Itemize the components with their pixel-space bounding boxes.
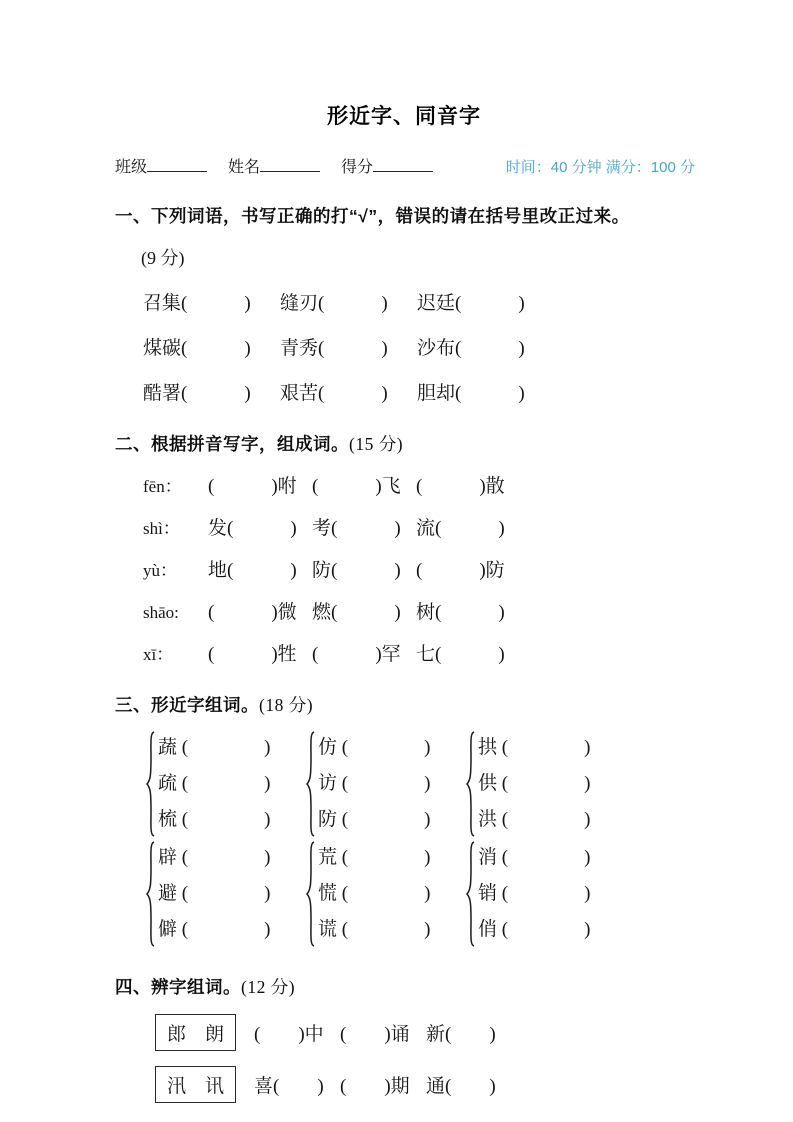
word-item: 疏 ( ) <box>158 773 271 794</box>
word-item: 谎 ( ) <box>318 919 431 940</box>
word-item: 梳 ( ) <box>158 809 271 830</box>
left-brace-icon <box>305 731 315 837</box>
section-three-points: (18 分) <box>259 695 314 715</box>
pinyin-row <box>143 639 695 666</box>
class-blank-line <box>147 157 207 172</box>
class-field <box>115 154 207 177</box>
word-item: ( )罕 <box>312 644 401 665</box>
word-row <box>143 378 695 405</box>
char-group <box>145 840 305 948</box>
section-one-heading: 一、下列词语，书写正确的打“√”，错误的请在括号里改正过来。 <box>115 206 630 226</box>
word-item: 青秀( ) <box>280 338 388 359</box>
score-label: 得分 <box>341 159 374 176</box>
class-label: 班级 <box>115 159 148 176</box>
word-item: ( )微 <box>208 602 297 623</box>
exam-meta: 时间：40 分钟 满分：100 分 <box>505 159 695 176</box>
section-four-heading-text: 四、辨字组词。 <box>115 977 241 997</box>
pinyin-label: shāo: <box>143 603 179 622</box>
word-item: 供 ( ) <box>478 773 591 794</box>
word-item: 拱 ( ) <box>478 737 591 758</box>
word-item: 避 ( ) <box>158 883 271 904</box>
char-group <box>145 730 305 838</box>
word-row <box>143 288 695 315</box>
word-item: 煤碳( ) <box>143 338 251 359</box>
word-row <box>143 333 695 360</box>
word-item: 酷署( ) <box>143 383 251 404</box>
word-item: 沙布( ) <box>417 338 525 359</box>
compare-row <box>155 1066 695 1103</box>
word-item: ( )散 <box>416 476 505 497</box>
section-two-heading-text: 二、根据拼音写字，组成词。 <box>115 434 349 454</box>
word-item: 树( ) <box>416 602 505 623</box>
word-item: 考( ) <box>312 518 401 539</box>
word-item: 七( ) <box>416 644 505 665</box>
word-item: 慌 ( ) <box>318 883 431 904</box>
section-four-points: (12 分) <box>241 977 296 997</box>
word-item: 迟廷( ) <box>417 293 525 314</box>
pinyin-row <box>143 597 695 624</box>
word-item: 荒 ( ) <box>318 847 431 868</box>
pinyin-label: fēn： <box>143 477 182 496</box>
word-item: 仿 ( ) <box>318 737 431 758</box>
word-item: 僻 ( ) <box>158 919 271 940</box>
word-item: 防 ( ) <box>318 809 431 830</box>
word-item: 销 ( ) <box>478 883 591 904</box>
left-brace-icon <box>305 841 315 947</box>
group-row <box>145 840 695 948</box>
section-distinguish-characters <box>115 974 695 1103</box>
char-group <box>465 730 625 838</box>
char-group <box>305 730 465 838</box>
word-item: ( )牲 <box>208 644 297 665</box>
group-row <box>145 730 695 838</box>
section-two-points: (15 分) <box>349 434 404 454</box>
left-brace-icon <box>145 841 155 947</box>
pinyin-label: yù： <box>143 561 177 580</box>
word-item: 燃( ) <box>312 602 401 623</box>
pinyin-label: shì： <box>143 519 180 538</box>
page-title: 形近字、同音字 <box>327 105 481 128</box>
section-three-heading-text: 三、形近字组词。 <box>115 695 259 715</box>
word-item: 通( ) <box>426 1076 496 1097</box>
left-brace-icon <box>465 841 475 947</box>
pinyin-label: xī： <box>143 645 174 664</box>
word-item: 召集( ) <box>143 293 251 314</box>
word-item: 胆却( ) <box>417 383 525 404</box>
section-three-heading <box>115 692 695 717</box>
name-blank-line <box>260 157 320 172</box>
student-info-row <box>115 154 695 177</box>
char-group <box>305 840 465 948</box>
word-item: 流( ) <box>416 518 505 539</box>
section-one-points: (9 分) <box>141 248 185 268</box>
pinyin-row <box>143 513 695 540</box>
word-item: 访 ( ) <box>318 773 431 794</box>
word-item: 新( ) <box>426 1024 496 1045</box>
word-item: 消 ( ) <box>478 847 591 868</box>
score-blank-line <box>373 157 433 172</box>
word-item: 喜( ) <box>254 1076 324 1097</box>
char-box: 汛 讯 <box>155 1066 236 1103</box>
char-group <box>465 840 625 948</box>
word-item: 蔬 ( ) <box>158 737 271 758</box>
section-pinyin-writing <box>115 431 695 666</box>
section-four-heading <box>115 974 695 999</box>
name-field <box>228 154 320 177</box>
compare-row <box>155 1014 695 1051</box>
word-item: ( )中 <box>254 1024 324 1045</box>
word-item: 防( ) <box>312 560 401 581</box>
pinyin-row <box>143 555 695 582</box>
score-field <box>341 154 433 177</box>
word-item: ( )飞 <box>312 476 401 497</box>
word-item: ( )咐 <box>208 476 297 497</box>
word-item: 艰苦( ) <box>280 383 388 404</box>
name-label: 姓名 <box>228 159 261 176</box>
left-brace-icon <box>465 731 475 837</box>
section-correct-the-words <box>115 203 695 405</box>
section-similar-characters <box>115 692 695 948</box>
word-item: ( )期 <box>340 1076 410 1097</box>
word-item: 地( ) <box>208 560 297 581</box>
word-item: 发( ) <box>208 518 297 539</box>
word-item: 洪 ( ) <box>478 809 591 830</box>
word-item: ( )防 <box>416 560 505 581</box>
word-item: 辟 ( ) <box>158 847 271 868</box>
section-two-heading <box>115 431 695 456</box>
left-brace-icon <box>145 731 155 837</box>
char-box: 郎 朗 <box>155 1014 236 1051</box>
word-item: ( )诵 <box>340 1024 410 1045</box>
word-item: 缝刃( ) <box>280 293 388 314</box>
word-item: 俏 ( ) <box>478 919 591 940</box>
pinyin-row <box>143 471 695 498</box>
